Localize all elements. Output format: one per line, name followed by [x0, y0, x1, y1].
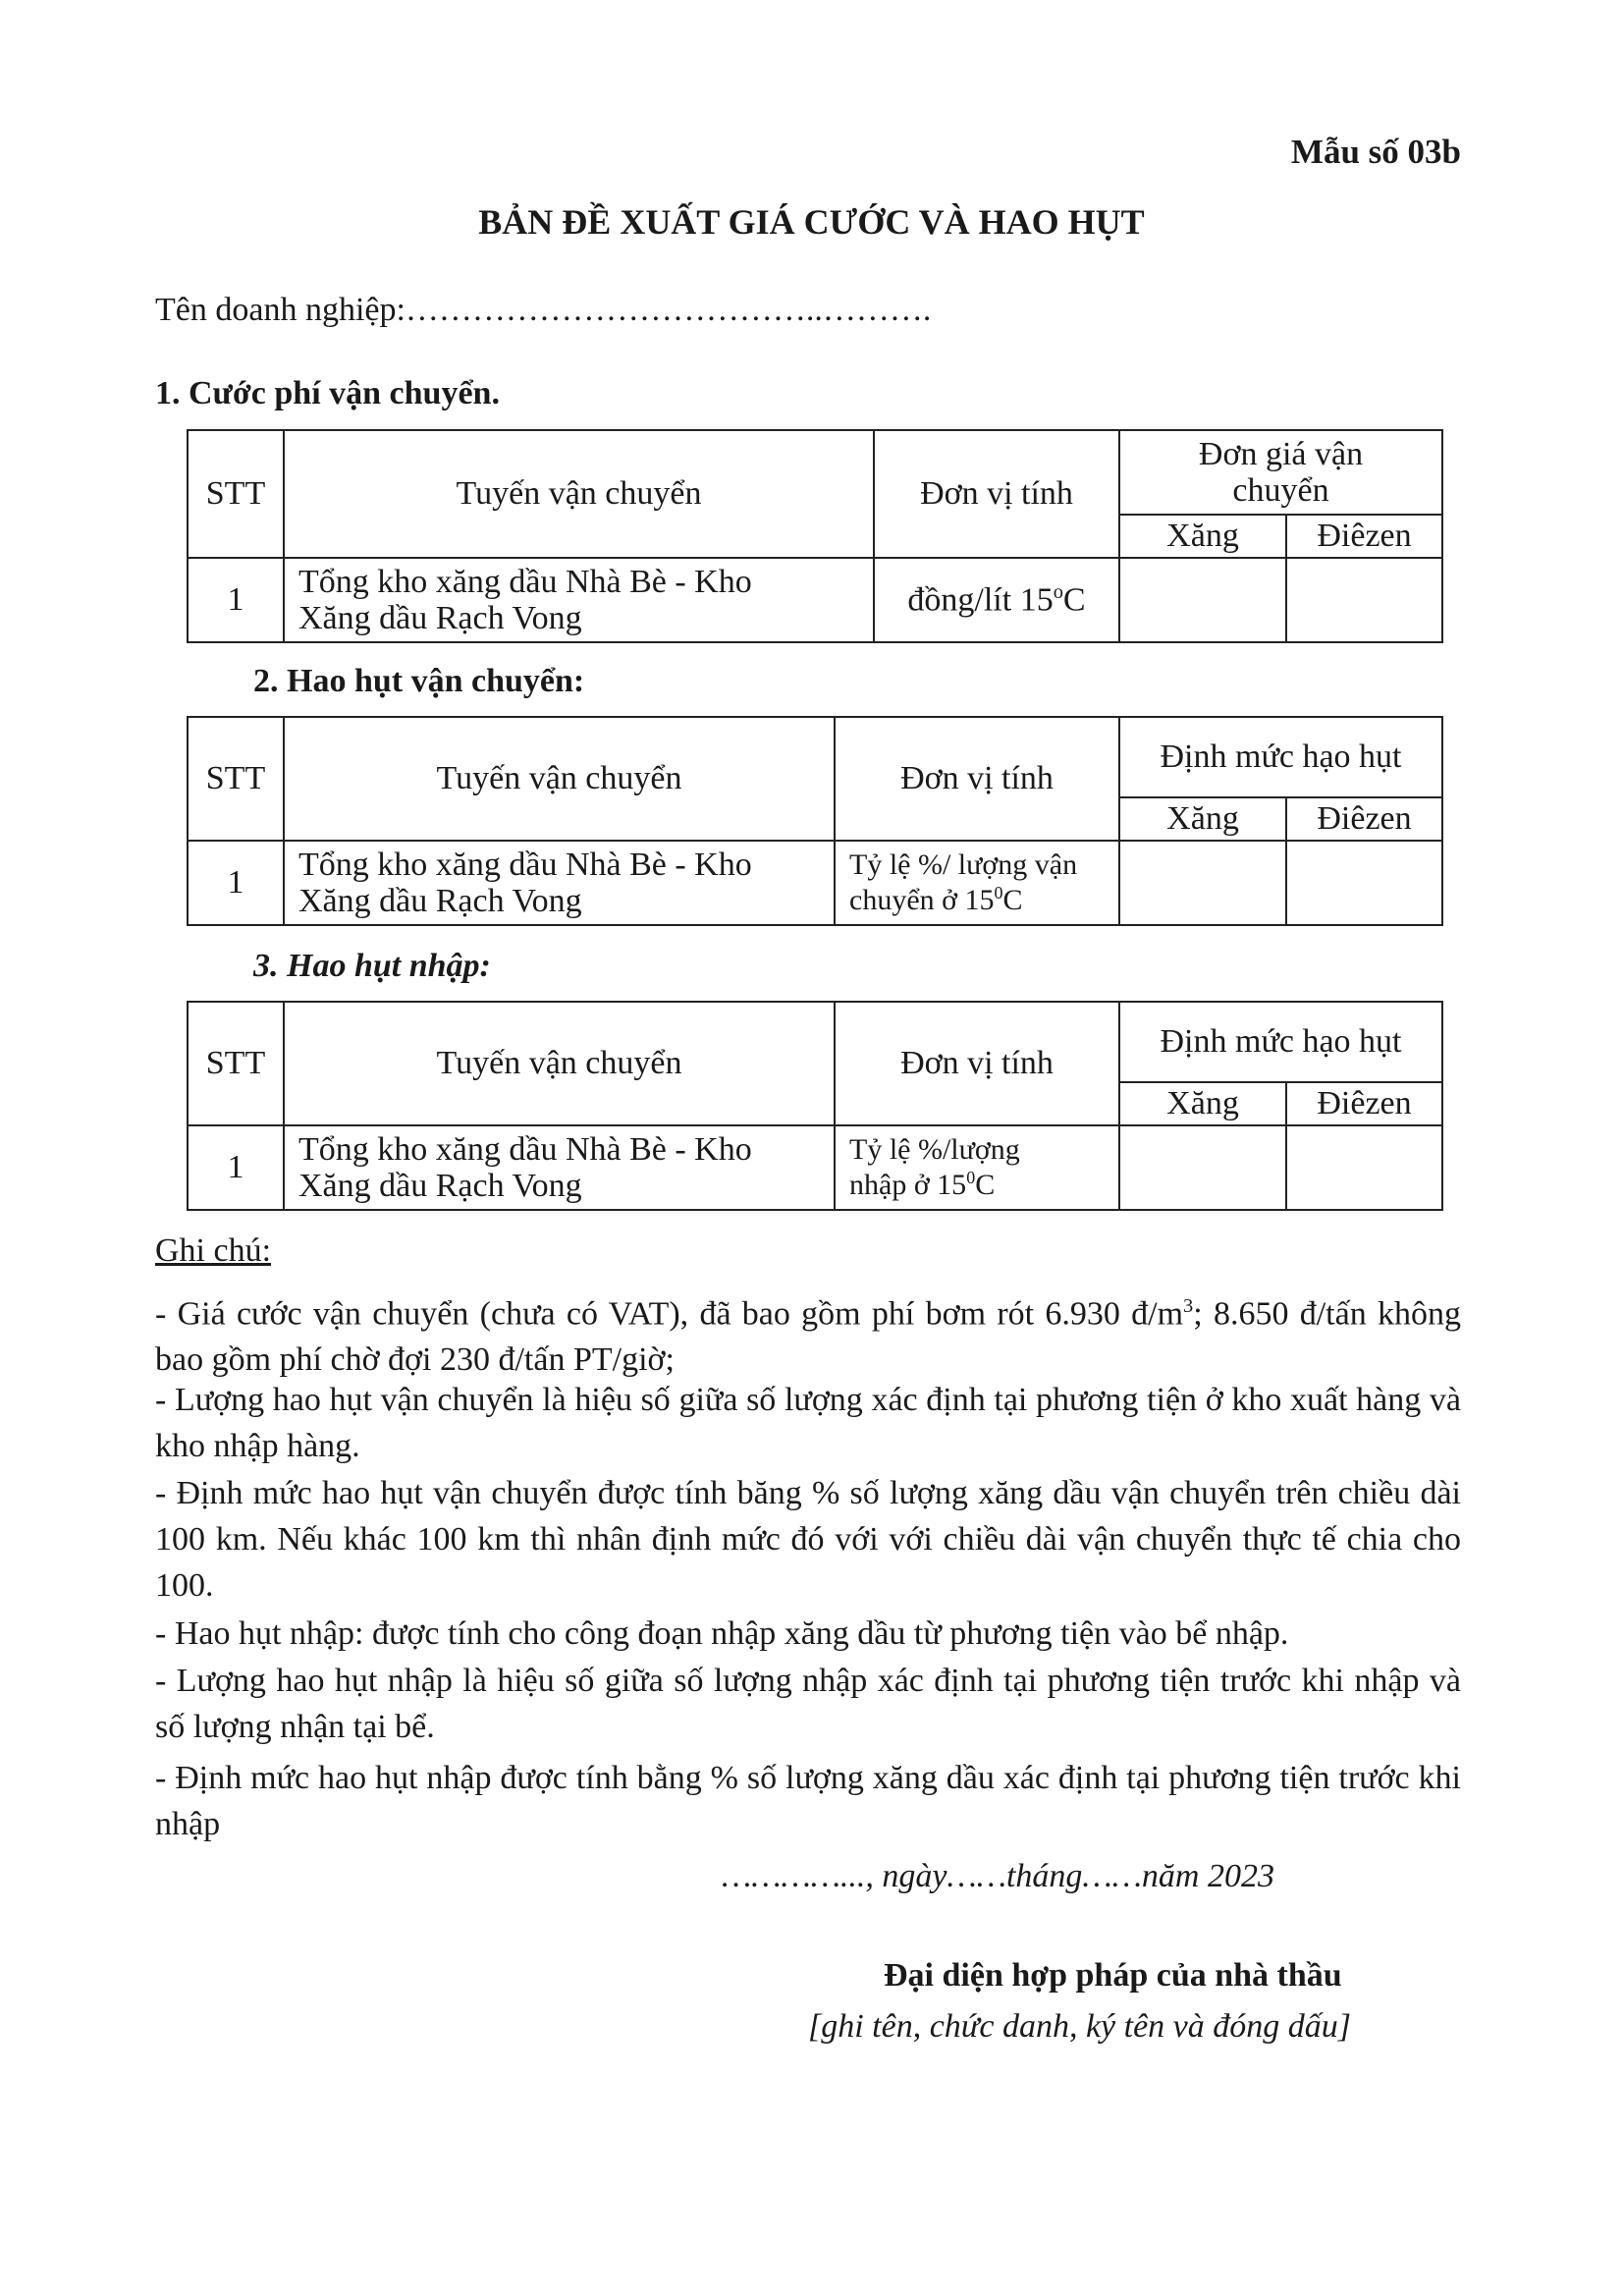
cell-unit: Tỷ lệ %/ lượng vận chuyển ở $15^0C$: [835, 841, 1119, 925]
cell-stt: 1: [188, 841, 284, 925]
section3-heading: 3. Hao hụt nhập:: [253, 948, 491, 984]
header-unit: Đơn vị tính: [835, 717, 1119, 841]
cell-diesel: [1286, 558, 1442, 642]
header-petrol: Xăng: [1119, 797, 1286, 841]
cell-route: Tổng kho xăng dầu Nhà Bè - Kho Xăng dầu Rạch Vong: [284, 558, 874, 642]
header-diesel: Điêzen: [1286, 1082, 1442, 1125]
header-stt: STT: [188, 430, 284, 558]
cell-unit: đồng/lít 15$^o$C: [874, 558, 1119, 642]
cell-petrol: [1119, 1125, 1286, 1210]
note-1: - Giá cước vận chuyển (chưa có VAT), đã bao gồm phí bơm rót 6.930 $đ/m^3$; 8.650 đ/tấn không bao gồm phí chờ đợi 230 đ/tấn PT/giờ;: [155, 1295, 1461, 1379]
section1-heading: 1. Cước phí vận chuyển.: [155, 375, 500, 411]
header-unit: Đơn vị tính: [874, 430, 1119, 558]
cell-diesel: [1286, 1125, 1442, 1210]
import-loss-table: [187, 1001, 1443, 1211]
header-diesel: Điêzen: [1286, 797, 1442, 841]
cell-route: Tổng kho xăng dầu Nhà Bè - Kho Xăng dầu Rạch Vong: [284, 1125, 835, 1210]
cell-stt: 1: [188, 1125, 284, 1210]
note-2: - Lượng hao hụt vận chuyển là hiệu số giữa số lượng xác định tại phương tiện ở kho xuất hàng và kho nhập hàng.: [155, 1382, 1461, 1464]
form-number: Mẫu số 03b: [1290, 133, 1461, 171]
header-unit: Đơn vị tính: [835, 1002, 1119, 1125]
header-diesel: Điêzen: [1286, 515, 1442, 558]
date-line: …………..., ngày……tháng……năm 2023: [722, 1858, 1274, 1894]
transport-loss-table: [187, 716, 1443, 926]
note-4: - Hao hụt nhập: được tính cho công đoạn nhập xăng dầu từ phương tiện vào bể nhập.: [155, 1615, 1289, 1652]
signature-title: Đại diện hợp pháp của nhà thầu: [884, 1957, 1342, 1994]
header-route: Tuyến vận chuyển: [284, 430, 874, 558]
header-unit-price: Đơn giá vận chuyển: [1119, 430, 1442, 515]
header-stt: STT: [188, 1002, 284, 1125]
cell-unit: Tỷ lệ %/lượng nhập ở $15^0C$: [835, 1125, 1119, 1210]
note-3: - Định mức hao hụt vận chuyển được tính băng % số lượng xăng dầu vận chuyển trên chiều dài 100 km. Nếu khác 100 km thì nhân định mức đó với với chiều dài vận chuyển thực tế chia cho 100.: [155, 1475, 1461, 1604]
cell-petrol: [1119, 558, 1286, 642]
freight-table: [187, 429, 1443, 643]
company-name-line: Tên doanh nghiệp:………………………………..……….: [155, 292, 932, 328]
cell-diesel: [1286, 841, 1442, 925]
document-title: BẢN ĐỀ XUẤT GIÁ CƯỚC VÀ HAO HỤT: [478, 202, 1145, 242]
note-5: - Lượng hao hụt nhập là hiệu số giữa số lượng nhập xác định tại phương tiện trước khi nhập và số lượng nhận tại bể.: [155, 1663, 1461, 1745]
header-stt: STT: [188, 717, 284, 841]
notes-title: Ghi chú:: [155, 1232, 272, 1269]
header-petrol: Xăng: [1119, 515, 1286, 558]
cell-petrol: [1119, 841, 1286, 925]
section2-heading: 2. Hao hụt vận chuyển:: [253, 663, 585, 699]
table-row: [188, 1125, 1442, 1210]
header-route: Tuyến vận chuyển: [284, 1002, 835, 1125]
table-row: [188, 841, 1442, 925]
header-route: Tuyến vận chuyển: [284, 717, 835, 841]
cell-stt: 1: [188, 558, 284, 642]
header-loss-norm: Định mức hạo hụt: [1119, 717, 1442, 797]
table-row: [188, 558, 1442, 642]
note-6: - Định mức hao hụt nhập được tính bằng % số lượng xăng dầu xác định tại phương tiện trước khi nhập: [155, 1760, 1461, 1842]
signature-note: [ghi tên, chức danh, ký tên và đóng dấu]: [808, 2008, 1351, 2045]
header-loss-norm: Định mức hạo hụt: [1119, 1002, 1442, 1082]
header-petrol: Xăng: [1119, 1082, 1286, 1125]
cell-route: Tổng kho xăng dầu Nhà Bè - Kho Xăng dầu Rạch Vong: [284, 841, 835, 925]
